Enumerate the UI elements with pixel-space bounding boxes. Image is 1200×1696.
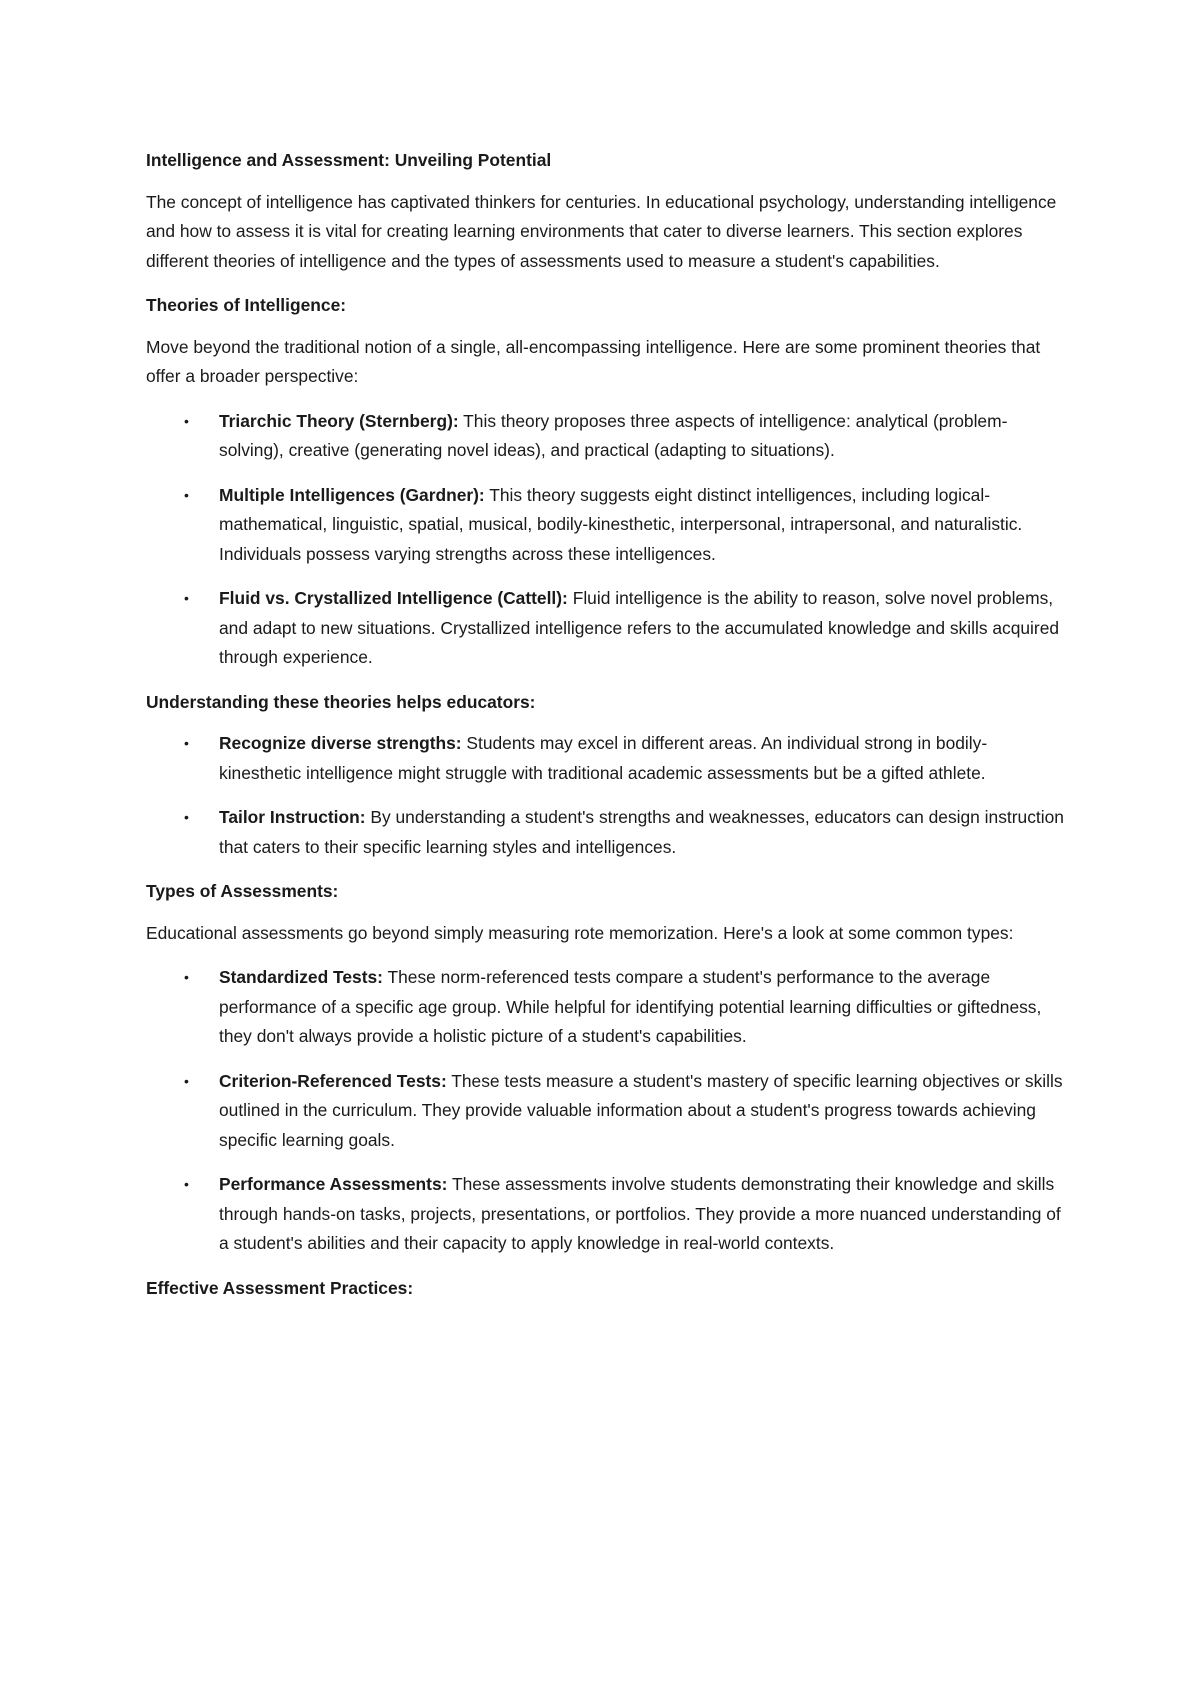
- document-body: [146, 146, 1066, 1315]
- list-item: [146, 481, 1066, 570]
- list-item-term: Multiple Intelligences (Gardner):: [219, 484, 485, 505]
- list-item-text: Students may excel in different areas. An individual strong in bodily-kinesthetic intelligence might struggle with traditional academic assessments but be a gifted athlete.: [219, 733, 988, 783]
- list-item-term: Tailor Instruction:: [219, 807, 366, 827]
- bullet-icon: •: [184, 809, 189, 825]
- list-item-text: This theory proposes three aspects of intelligence: analytical (problem-solving), creative (generating novel ideas), and practical (adapting to situations).: [219, 410, 1008, 460]
- list-item-text: By understanding a student's strengths and weaknesses, educators can design instruction that caters to their specific learning styles and intelligences.: [219, 807, 1064, 857]
- theories-intro: Move beyond the traditional notion of a single, all-encompassing intelligence. Here are some prominent theories that offer a broader perspective:: [146, 336, 1041, 386]
- list-item: [146, 963, 1066, 1052]
- list-item-term: Criterion-Referenced Tests:: [219, 1070, 447, 1091]
- list-item-term: Standardized Tests:: [219, 967, 383, 987]
- intro-paragraph: The concept of intelligence has captivated thinkers for centuries. In educational psychology, understanding intelligence and how to assess it is vital for creating learning environments that cater to diverse learners. This section explores different theories of intelligence and the types of assessments used to measure a student's capabilities.: [146, 191, 1057, 271]
- list-item-text: This theory suggests eight distinct intelligences, including logical-mathematical, linguistic, spatial, musical, bodily-kinesthetic, interpersonal, intrapersonal, and naturalistic. Individuals possess varying strengths across these intelligences.: [219, 484, 1023, 564]
- list-item-text: Fluid intelligence is the ability to reason, solve novel problems, and adapt to new situations. Crystallized intelligence refers to the accumulated knowledge and skills acquired through experience.: [219, 588, 1060, 667]
- assessments-list: [146, 963, 1066, 1259]
- bullet-icon: •: [184, 735, 189, 751]
- list-item: [146, 1067, 1066, 1156]
- list-item: [146, 407, 1066, 466]
- bullet-icon: •: [184, 486, 189, 503]
- assessments-heading: Types of Assessments:: [146, 881, 339, 901]
- list-item-term: Performance Assessments:: [219, 1174, 448, 1194]
- bullet-icon: •: [184, 1176, 189, 1192]
- list-item-text: These tests measure a student's mastery of specific learning objectives or skills outlined in the curriculum. They provide valuable information about a student's progress towards achieving specific learning goals.: [219, 1070, 1063, 1150]
- list-item-term: Fluid vs. Crystallized Intelligence (Cattell):: [219, 588, 568, 608]
- list-item-term: Triarchic Theory (Sternberg):: [219, 410, 459, 431]
- list-item-term: Recognize diverse strengths:: [219, 733, 462, 753]
- list-item: [146, 729, 1066, 788]
- bullet-icon: •: [184, 412, 189, 429]
- list-item-text: These norm-referenced tests compare a student's performance to the average performance of a specific age group. While helpful for identifying potential learning difficulties or giftedness, they don't always provide a holistic picture of a student's capabilities.: [219, 967, 1042, 1046]
- document-title: Intelligence and Assessment: Unveiling Potential: [146, 150, 552, 170]
- bullet-icon: •: [184, 590, 189, 606]
- list-item-text: These assessments involve students demonstrating their knowledge and skills through hands-on tasks, projects, presentations, or portfolios. They provide a more nuanced understanding of a student's abilities and their capacity to apply knowledge in real-world contexts.: [219, 1174, 1061, 1253]
- theories-heading: Theories of Intelligence:: [146, 295, 347, 315]
- bullet-icon: •: [184, 969, 189, 985]
- theories-list: [146, 407, 1066, 673]
- list-item: [146, 1170, 1066, 1259]
- practices-heading: Effective Assessment Practices:: [146, 1277, 414, 1298]
- list-item: [146, 584, 1066, 673]
- bullet-icon: •: [184, 1072, 189, 1089]
- assessments-intro: Educational assessments go beyond simply measuring rote memorization. Here's a look at some common types:: [146, 922, 1014, 943]
- understanding-heading: Understanding these theories helps educators:: [146, 691, 536, 712]
- understanding-list: [146, 729, 1066, 862]
- list-item: [146, 803, 1066, 862]
